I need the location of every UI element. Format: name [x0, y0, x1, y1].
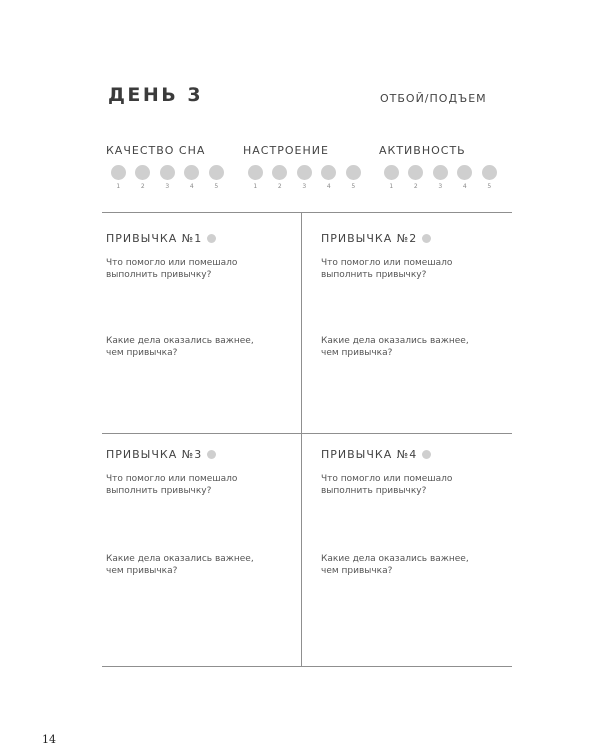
rating-number: 1: [389, 183, 394, 190]
rating-number: 5: [487, 183, 492, 190]
rating-dot[interactable]: [135, 165, 150, 180]
rating-number: 2: [277, 183, 282, 190]
habit-title-text: ПРИВЫЧКА №1: [106, 231, 203, 245]
habit-status-dot[interactable]: [422, 234, 431, 243]
rating-label: НАСТРОЕНИЕ: [243, 144, 329, 157]
habit-title-text: ПРИВЫЧКА №4: [321, 447, 418, 461]
habit-block-2: [321, 231, 501, 359]
rating-mood: [243, 143, 368, 190]
rating-label: АКТИВНОСТЬ: [379, 144, 466, 157]
rating-number: 3: [302, 183, 307, 190]
habit-question-helped: Что помогло или помешало выполнить привычку?: [106, 258, 238, 280]
habit-block-4: [321, 447, 501, 577]
sleep-wake-label: ОТБОЙ/ПОДЪЕМ: [380, 92, 487, 105]
grid-vertical-rule: [301, 212, 302, 667]
habit-question-helped: Что помогло или помешало выполнить привычку?: [321, 474, 453, 496]
rating-dot[interactable]: [346, 165, 361, 180]
habit-block-3: [106, 447, 286, 577]
habit-title-text: ПРИВЫЧКА №3: [106, 447, 203, 461]
rating-dot[interactable]: [111, 165, 126, 180]
habit-status-dot[interactable]: [207, 450, 216, 459]
rating-activity: [379, 143, 504, 190]
page-number: 14: [42, 733, 56, 746]
rating-dot[interactable]: [321, 165, 336, 180]
rating-dot[interactable]: [482, 165, 497, 180]
habit-title: [321, 447, 501, 461]
grid-top-rule: [102, 212, 512, 213]
habit-status-dot[interactable]: [422, 450, 431, 459]
rating-scale: [379, 165, 504, 190]
rating-number: 1: [253, 183, 258, 190]
habit-status-dot[interactable]: [207, 234, 216, 243]
habit-title: [106, 447, 286, 461]
rating-dot[interactable]: [272, 165, 287, 180]
rating-number: 1: [116, 183, 121, 190]
rating-number: 5: [351, 183, 356, 190]
grid-bottom-rule: [102, 666, 512, 667]
habit-title-text: ПРИВЫЧКА №2: [321, 231, 418, 245]
habit-question-priorities: Какие дела оказались важнее, чем привычка?: [106, 336, 254, 358]
rating-label: КАЧЕСТВО СНА: [106, 144, 206, 157]
rating-number: 3: [438, 183, 443, 190]
page-title: ДЕНЬ 3: [108, 84, 204, 106]
rating-dot[interactable]: [384, 165, 399, 180]
rating-dot[interactable]: [457, 165, 472, 180]
rating-dot[interactable]: [297, 165, 312, 180]
rating-dot[interactable]: [248, 165, 263, 180]
habit-question-priorities: Какие дела оказались важнее, чем привычка?: [106, 554, 254, 576]
grid-middle-rule: [102, 433, 512, 434]
habit-question-helped: Что помогло или помешало выполнить привычку?: [106, 474, 238, 496]
habit-block-1: [106, 231, 286, 359]
habit-question-helped: Что помогло или помешало выполнить привычку?: [321, 258, 453, 280]
rating-number: 2: [140, 183, 145, 190]
habit-question-priorities: Какие дела оказались важнее, чем привычка?: [321, 554, 469, 576]
rating-number: 4: [462, 183, 467, 190]
habit-question-priorities: Какие дела оказались важнее, чем привычка?: [321, 336, 469, 358]
rating-dot[interactable]: [184, 165, 199, 180]
rating-scale: [106, 165, 231, 190]
rating-dot[interactable]: [160, 165, 175, 180]
habit-title: [321, 231, 501, 245]
rating-number: 2: [413, 183, 418, 190]
rating-sleep-quality: [106, 143, 231, 190]
rating-number: 3: [165, 183, 170, 190]
rating-number: 5: [214, 183, 219, 190]
rating-number: 4: [326, 183, 331, 190]
habit-title: [106, 231, 286, 245]
rating-scale: [243, 165, 368, 190]
rating-dot[interactable]: [209, 165, 224, 180]
rating-number: 4: [189, 183, 194, 190]
rating-dot[interactable]: [408, 165, 423, 180]
rating-dot[interactable]: [433, 165, 448, 180]
